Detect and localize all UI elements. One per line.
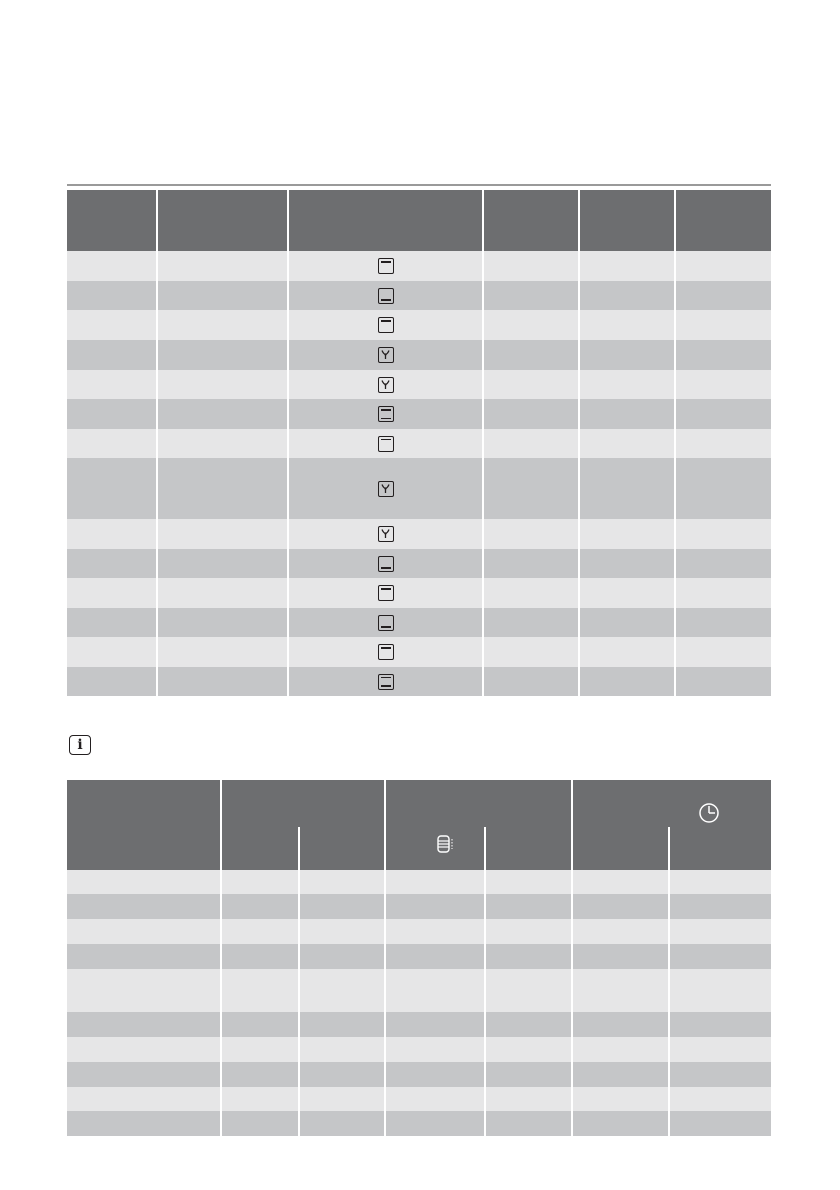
table-cell bbox=[158, 637, 289, 667]
table-row bbox=[67, 519, 771, 549]
table-cell bbox=[486, 1062, 573, 1087]
table-cell bbox=[67, 1012, 222, 1037]
table-cell bbox=[386, 1087, 486, 1111]
table-row bbox=[67, 310, 771, 340]
bottom-heat-icon bbox=[378, 615, 394, 631]
table-cell bbox=[573, 1062, 670, 1087]
table-cell bbox=[676, 578, 771, 608]
table-cell bbox=[67, 281, 158, 310]
table-row bbox=[67, 667, 771, 696]
table-cell bbox=[486, 1037, 573, 1062]
table-cell bbox=[300, 1037, 386, 1062]
table-cell bbox=[670, 1111, 771, 1136]
table-cell bbox=[289, 399, 484, 429]
table-row bbox=[67, 919, 771, 944]
table-cell bbox=[486, 969, 573, 1012]
table-cell bbox=[300, 969, 386, 1012]
table-cell bbox=[670, 1037, 771, 1062]
table-cell bbox=[158, 340, 289, 370]
table-cell bbox=[67, 944, 222, 969]
cooking-table-header bbox=[67, 190, 771, 251]
baking-table-header bbox=[67, 780, 771, 870]
table-cell bbox=[67, 399, 158, 429]
table-cell bbox=[158, 370, 289, 399]
table-row bbox=[67, 578, 771, 608]
table-row bbox=[67, 399, 771, 429]
table-cell bbox=[484, 458, 580, 519]
table-cell bbox=[67, 870, 222, 894]
table-cell bbox=[484, 637, 580, 667]
table-cell bbox=[580, 458, 676, 519]
fan-icon bbox=[378, 526, 394, 542]
table-cell bbox=[580, 310, 676, 340]
table-row bbox=[67, 370, 771, 399]
table-cell bbox=[484, 667, 580, 696]
table-cell bbox=[580, 608, 676, 637]
table-cell bbox=[573, 870, 670, 894]
table-cell bbox=[676, 281, 771, 310]
table-cell bbox=[158, 458, 289, 519]
bottom-heat-icon bbox=[378, 556, 394, 572]
table-cell bbox=[484, 399, 580, 429]
top-bottom-heat-icon bbox=[378, 644, 394, 660]
top-rule bbox=[67, 184, 771, 186]
table-row bbox=[67, 340, 771, 370]
table-cell bbox=[486, 1012, 573, 1037]
table-cell bbox=[222, 1111, 300, 1136]
table-cell bbox=[158, 251, 289, 281]
cooking-table bbox=[67, 190, 771, 696]
clock-icon bbox=[698, 802, 720, 824]
table-cell bbox=[670, 1087, 771, 1111]
table-cell bbox=[386, 1012, 486, 1037]
table-row bbox=[67, 251, 771, 281]
table-cell bbox=[676, 310, 771, 340]
table-cell bbox=[386, 1037, 486, 1062]
table-cell bbox=[484, 281, 580, 310]
table-cell bbox=[67, 1037, 222, 1062]
table-cell bbox=[67, 370, 158, 399]
table-cell bbox=[580, 370, 676, 399]
table-cell bbox=[67, 310, 158, 340]
table-cell bbox=[222, 870, 300, 894]
cooking-table-body bbox=[67, 251, 771, 696]
table-cell bbox=[580, 519, 676, 549]
table-cell bbox=[158, 608, 289, 637]
table-cell bbox=[300, 1012, 386, 1037]
table-row bbox=[67, 429, 771, 458]
table-cell bbox=[670, 870, 771, 894]
table-cell bbox=[67, 251, 158, 281]
table-cell bbox=[484, 251, 580, 281]
table-cell bbox=[289, 310, 484, 340]
table-cell bbox=[386, 1111, 486, 1136]
table-cell bbox=[158, 399, 289, 429]
table-cell bbox=[580, 340, 676, 370]
table-cell bbox=[670, 919, 771, 944]
table-cell bbox=[573, 894, 670, 919]
table-cell bbox=[580, 251, 676, 281]
table-cell bbox=[222, 1087, 300, 1111]
table-cell bbox=[484, 310, 580, 340]
header-cell bbox=[676, 190, 771, 251]
table-cell bbox=[158, 429, 289, 458]
baking-table-body bbox=[67, 870, 771, 1136]
table-cell bbox=[386, 969, 486, 1012]
fan-icon bbox=[378, 377, 394, 393]
table-cell bbox=[67, 919, 222, 944]
table-cell bbox=[289, 549, 484, 578]
table-cell bbox=[289, 667, 484, 696]
table-cell bbox=[670, 894, 771, 919]
table-cell bbox=[67, 519, 158, 549]
table-row bbox=[67, 1111, 771, 1136]
table-cell bbox=[289, 578, 484, 608]
table-cell bbox=[289, 429, 484, 458]
table-cell bbox=[676, 667, 771, 696]
table-cell bbox=[67, 1062, 222, 1087]
table-cell bbox=[67, 429, 158, 458]
table-cell bbox=[484, 578, 580, 608]
table-cell bbox=[67, 969, 222, 1012]
table-cell bbox=[676, 399, 771, 429]
table-cell bbox=[486, 944, 573, 969]
header-cell bbox=[580, 190, 676, 251]
table-cell bbox=[676, 251, 771, 281]
table-cell bbox=[289, 340, 484, 370]
table-cell bbox=[484, 429, 580, 458]
table-cell bbox=[222, 1062, 300, 1087]
table-cell bbox=[484, 519, 580, 549]
table-cell bbox=[484, 340, 580, 370]
table-cell bbox=[158, 578, 289, 608]
table-cell bbox=[222, 969, 300, 1012]
bottom-heat-icon bbox=[378, 288, 394, 304]
table-cell bbox=[67, 608, 158, 637]
table-cell bbox=[580, 281, 676, 310]
table-cell bbox=[289, 281, 484, 310]
table-cell bbox=[670, 1012, 771, 1037]
table-cell bbox=[573, 1111, 670, 1136]
table-cell bbox=[67, 578, 158, 608]
table-cell bbox=[158, 281, 289, 310]
table-cell bbox=[67, 549, 158, 578]
table-cell bbox=[676, 608, 771, 637]
table-row bbox=[67, 944, 771, 969]
table-cell bbox=[573, 1087, 670, 1111]
table-cell bbox=[573, 969, 670, 1012]
table-cell bbox=[386, 870, 486, 894]
table-cell bbox=[158, 667, 289, 696]
header-cell bbox=[484, 190, 580, 251]
table-cell bbox=[222, 944, 300, 969]
fan-icon bbox=[378, 347, 394, 363]
info-icon: i bbox=[69, 735, 91, 755]
table-cell bbox=[222, 1012, 300, 1037]
table-cell bbox=[676, 340, 771, 370]
table-cell bbox=[300, 894, 386, 919]
table-row bbox=[67, 1012, 771, 1037]
table-cell bbox=[580, 429, 676, 458]
table-cell bbox=[580, 578, 676, 608]
table-cell bbox=[300, 944, 386, 969]
table-cell bbox=[676, 549, 771, 578]
table-cell bbox=[573, 1037, 670, 1062]
table-cell bbox=[580, 549, 676, 578]
baking-table bbox=[67, 780, 771, 1136]
table-cell bbox=[670, 1062, 771, 1087]
table-row bbox=[67, 458, 771, 519]
table-row bbox=[67, 281, 771, 310]
table-cell bbox=[676, 519, 771, 549]
table-row bbox=[67, 549, 771, 578]
table-row bbox=[67, 894, 771, 919]
table-cell bbox=[300, 1111, 386, 1136]
top-bottom-heat-icon bbox=[378, 436, 394, 452]
table-cell bbox=[484, 549, 580, 578]
table-cell bbox=[670, 944, 771, 969]
table-cell bbox=[580, 399, 676, 429]
table-cell bbox=[289, 370, 484, 399]
table-cell bbox=[222, 919, 300, 944]
table-cell bbox=[486, 1111, 573, 1136]
table-cell bbox=[222, 1037, 300, 1062]
table-cell bbox=[676, 370, 771, 399]
table-cell bbox=[573, 944, 670, 969]
header-cell bbox=[289, 190, 484, 251]
table-row bbox=[67, 870, 771, 894]
table-cell bbox=[222, 894, 300, 919]
table-cell bbox=[158, 310, 289, 340]
table-cell bbox=[67, 1111, 222, 1136]
top-bottom-heat-icon bbox=[378, 585, 394, 601]
table-cell bbox=[580, 667, 676, 696]
table-row bbox=[67, 1037, 771, 1062]
table-cell bbox=[670, 969, 771, 1012]
table-cell bbox=[300, 1087, 386, 1111]
table-cell bbox=[67, 637, 158, 667]
header-cell bbox=[67, 190, 158, 251]
table-cell bbox=[300, 870, 386, 894]
table-cell bbox=[486, 870, 573, 894]
table-cell bbox=[289, 637, 484, 667]
table-cell bbox=[386, 919, 486, 944]
table-cell bbox=[676, 637, 771, 667]
table-cell bbox=[484, 608, 580, 637]
table-cell bbox=[580, 637, 676, 667]
top-bottom-heat-icon bbox=[378, 317, 394, 333]
table-cell bbox=[486, 919, 573, 944]
table-row bbox=[67, 1087, 771, 1111]
table-cell bbox=[486, 894, 573, 919]
conventional-icon bbox=[378, 406, 394, 422]
table-cell bbox=[289, 251, 484, 281]
fan-icon bbox=[378, 481, 394, 497]
table-cell bbox=[386, 944, 486, 969]
table-cell bbox=[158, 519, 289, 549]
table-cell bbox=[386, 894, 486, 919]
header-cell bbox=[158, 190, 289, 251]
table-cell bbox=[300, 919, 386, 944]
table-row bbox=[67, 969, 771, 1012]
top-bottom-heat-icon bbox=[378, 258, 394, 274]
table-cell bbox=[386, 1062, 486, 1087]
table-cell bbox=[158, 549, 289, 578]
table-row bbox=[67, 1062, 771, 1087]
table-cell bbox=[300, 1062, 386, 1087]
table-cell bbox=[676, 429, 771, 458]
table-row bbox=[67, 608, 771, 637]
table-cell bbox=[289, 458, 484, 519]
table-cell bbox=[573, 919, 670, 944]
table-cell bbox=[67, 667, 158, 696]
table-cell bbox=[486, 1087, 573, 1111]
table-cell bbox=[676, 458, 771, 519]
table-row bbox=[67, 637, 771, 667]
conventional-icon bbox=[378, 674, 394, 690]
shelf-position-icon bbox=[437, 834, 455, 854]
table-cell bbox=[289, 608, 484, 637]
table-cell bbox=[289, 519, 484, 549]
table-cell bbox=[67, 894, 222, 919]
table-cell bbox=[573, 1012, 670, 1037]
table-cell bbox=[67, 458, 158, 519]
table-cell bbox=[484, 370, 580, 399]
table-cell bbox=[67, 340, 158, 370]
table-cell bbox=[67, 1087, 222, 1111]
